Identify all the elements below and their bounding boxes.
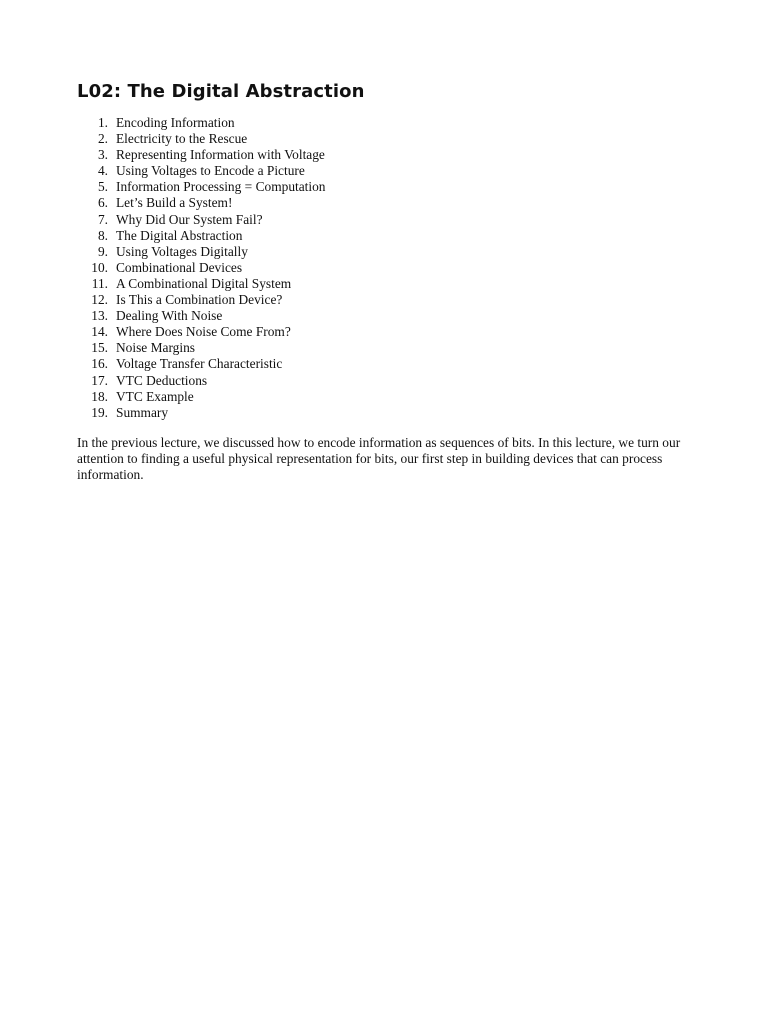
toc-item-number: 3.: [97, 147, 108, 163]
toc-item-number: 4.: [97, 163, 108, 179]
toc-item-number: 17.: [91, 372, 108, 388]
toc-item: [77, 276, 692, 292]
toc-item-label: Representing Information with Voltage: [116, 147, 325, 163]
toc-item-label: Noise Margins: [116, 340, 195, 356]
toc-item: [77, 324, 692, 340]
toc-item: [77, 179, 692, 195]
toc-item-number: 11.: [91, 275, 108, 291]
toc-item: [77, 147, 692, 163]
toc-item-label: Electricity to the Rescue: [116, 131, 248, 147]
toc-item-number: 10.: [91, 259, 108, 275]
page-title: L02: The Digital Abstraction: [77, 81, 365, 102]
toc-item-number: 14.: [91, 324, 108, 340]
toc-item-label: The Digital Abstraction: [116, 227, 243, 243]
toc-item-label: Is This a Combination Device?: [116, 292, 283, 308]
document-page: [77, 80, 692, 484]
toc-item-number: 13.: [91, 308, 108, 324]
toc-item-label: Encoding Information: [116, 115, 235, 130]
toc-item-label: Combinational Devices: [116, 259, 243, 275]
toc-item-number: 19.: [91, 404, 108, 420]
toc-item-number: 7.: [97, 211, 108, 227]
toc-item-label: VTC Example: [116, 388, 194, 404]
toc-item-label: Summary: [116, 404, 169, 420]
toc-item: [77, 244, 692, 260]
toc-item: [77, 356, 692, 372]
toc-item-number: 2.: [97, 131, 108, 147]
toc-item: [77, 373, 692, 389]
toc-item: [77, 212, 692, 228]
toc-item-number: 15.: [91, 340, 108, 356]
toc-item-number: 12.: [91, 292, 108, 308]
toc-item: [77, 260, 692, 276]
toc-item-number: 5.: [97, 179, 108, 195]
toc-item-number: 18.: [91, 388, 108, 404]
intro-paragraph: In the previous lecture, we discussed how to encode information as sequences of bits. In this lecture, we turn our attention to finding a useful physical representation for bits, our first step in building devices that can process information.: [77, 434, 681, 483]
toc-item-number: 9.: [97, 243, 108, 259]
toc-item: [77, 308, 692, 324]
toc-item-label: Information Processing = Computation: [116, 179, 326, 195]
toc-item-label: A Combinational Digital System: [116, 275, 292, 291]
toc-item-number: 1.: [97, 115, 108, 130]
toc-item: [77, 228, 692, 244]
toc-item: [77, 292, 692, 308]
toc-item: [77, 163, 692, 179]
toc-item-label: Using Voltages Digitally: [116, 243, 248, 259]
toc-item-label: Dealing With Noise: [116, 308, 223, 324]
toc-item: [77, 389, 692, 405]
toc-item: [77, 405, 692, 421]
toc-item-number: 16.: [91, 356, 108, 372]
toc-item: [77, 131, 692, 147]
toc-item-label: Voltage Transfer Characteristic: [116, 356, 283, 372]
toc-item-label: Using Voltages to Encode a Picture: [116, 163, 305, 179]
toc-item-number: 6.: [97, 195, 108, 211]
toc-item-label: Why Did Our System Fail?: [116, 211, 263, 227]
toc-item: [77, 195, 692, 211]
toc-item-label: VTC Deductions: [116, 372, 208, 388]
toc-item: [77, 115, 692, 131]
toc-item-label: Where Does Noise Come From?: [116, 324, 291, 340]
toc-item-label: Let’s Build a System!: [116, 195, 233, 211]
toc-item: [77, 340, 692, 356]
table-of-contents: [77, 115, 692, 421]
toc-item-number: 8.: [97, 227, 108, 243]
